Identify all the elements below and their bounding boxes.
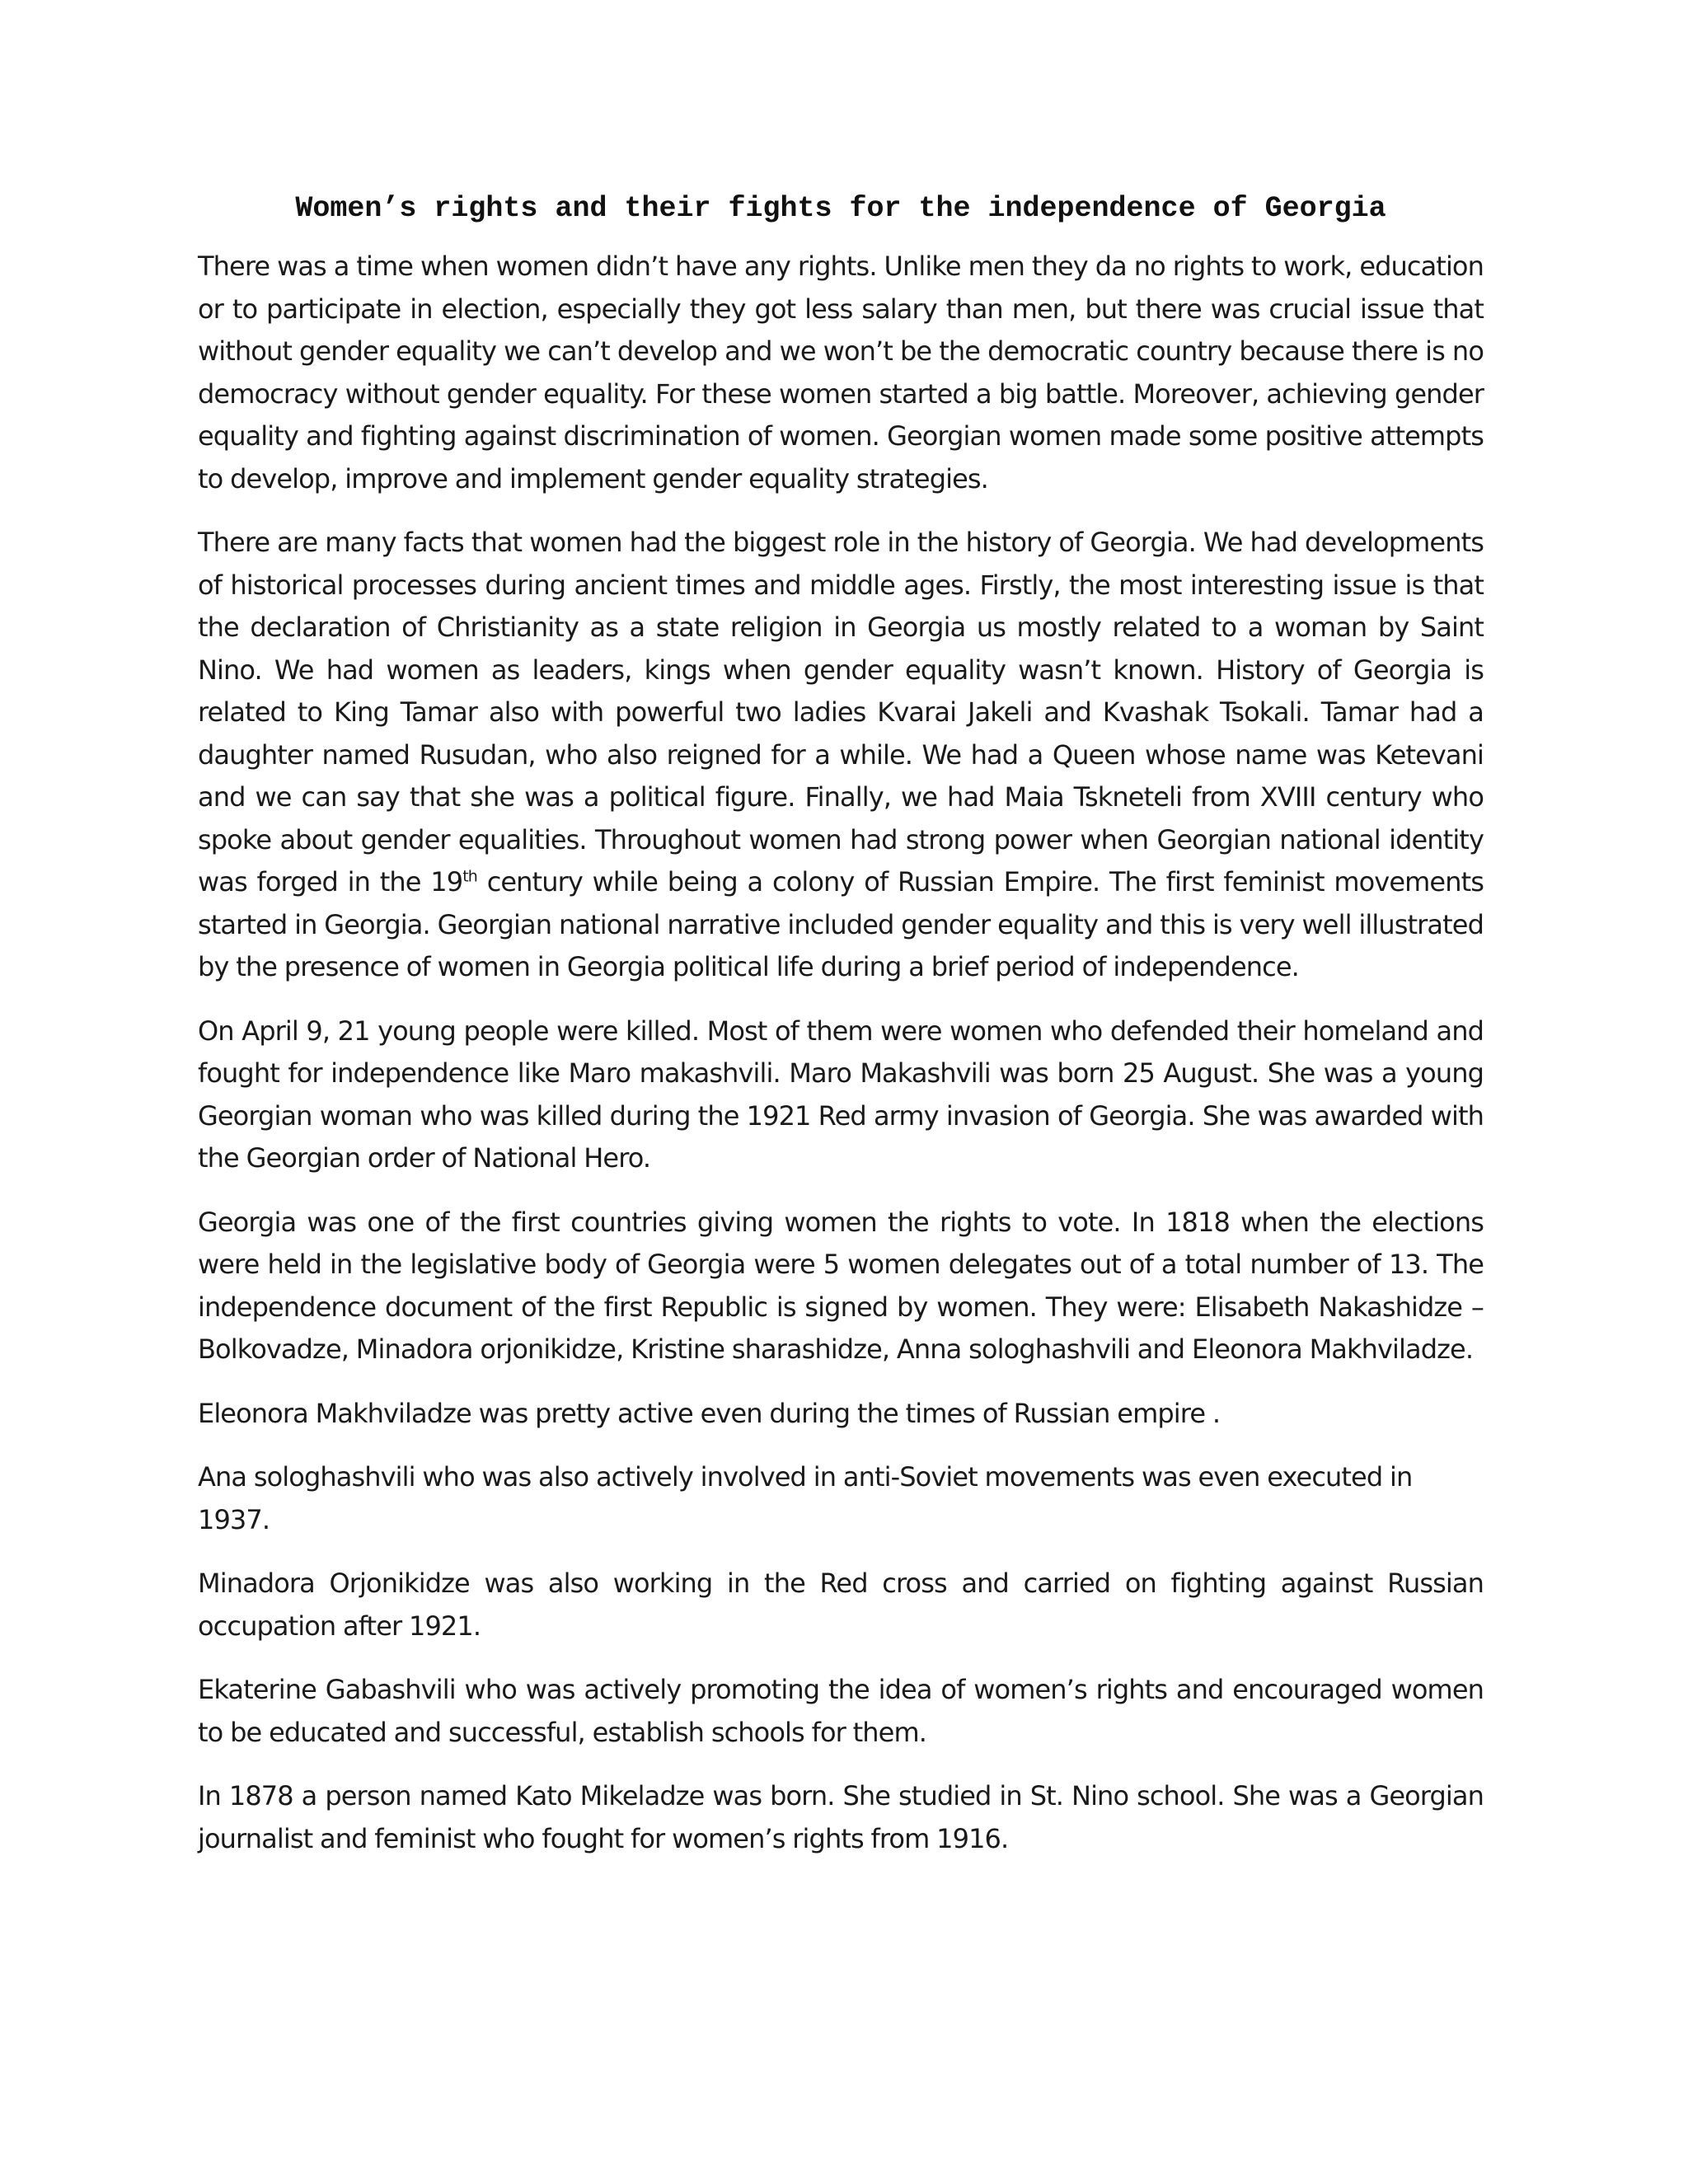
document-title: Women’s rights and their fights for the independence of Georgia (295, 192, 1386, 225)
paragraph-history-text-a: There are many facts that women had the biggest role in the history of Georgia. We had developments of historical processes during ancient times and middle ages. Firstly, the most interesting issue is that the declaration of Christianity as a state religion in Georgia us mostly related to a woman by Saint Nino. We had women as leaders, kings when gender equality wasn’t known. History of Georgia is related to King Tamar also with powerful two ladies Kvarai Jakeli and Kvashak Tsokali. Tamar had a daughter named Rusudan, who also reigned for a while. We had a Queen whose name was Ketevani and we can say that she was a political figure. Finally, we had Maia Tskneteli from XVIII century who spoke about gender equalities. Throughout women had strong power when Georgian national identity was forged in the 19 (198, 527, 1484, 898)
paragraph-ekaterine: Ekaterine Gabashvili who was actively promoting the idea of women’s rights and encouraged women to be educated and successful, establish schools for them. (198, 1674, 1484, 1748)
paragraph-ana: Ana sologhashvili who was also actively involved in anti-Soviet movements was even executed in 1937. (198, 1461, 1413, 1535)
paragraph-minadora: Minadora Orjonikidze was also working in the Red cross and carried on fighting against Russian occupation after 1921. (198, 1568, 1484, 1642)
document-body (198, 188, 1484, 1882)
ordinal-superscript: th (462, 867, 477, 886)
paragraph-voting-rights: Georgia was one of the first countries giving women the rights to vote. In 1818 when the elections were held in the legislative body of Georgia were 5 women delegates out of a total number of 13. The independence document of the first Republic is signed by women. They were: Elisabeth Nakashidze – Bolkovadze, Minadora orjonikidze, Kristine sharashidze, Anna sologhashvili and Eleonora Makhviladze. (198, 1206, 1484, 1365)
paragraph-history-text-b: century while being a colony of Russian Empire. The first feminist movements started in Georgia. Georgian national narrative included gender equality and this is very well illustrated by the presence of women in Georgia political life during a brief period of independence. (198, 866, 1484, 982)
paragraph-kato: In 1878 a person named Kato Mikeladze was born. She studied in St. Nino school. She was a Georgian journalist and feminist who fought for women’s rights from 1916. (198, 1780, 1484, 1854)
paragraph-history (198, 522, 1484, 989)
paragraph-intro: There was a time when women didn’t have any rights. Unlike men they da no rights to work, education or to participate in election, especially they got less salary than men, but there was crucial issue that without gender equality we can’t develop and we won’t be the democratic country because there is no democracy without gender equality. For these women started a big battle. Moreover, achieving gender equality and fighting against discrimination of women. Georgian women made some positive attempts to develop, improve and implement gender equality strategies. (198, 251, 1484, 494)
paragraph-april-9: On April 9, 21 young people were killed. Most of them were women who defended their homeland and fought for independence like Maro makashvili. Maro Makashvili was born 25 August. She was a young Georgian woman who was killed during the 1921 Red army invasion of Georgia. She was awarded with the Georgian order of National Hero. (198, 1015, 1484, 1174)
paragraph-eleonora: Eleonora Makhviladze was pretty active even during the times of Russian empire . (198, 1397, 1221, 1429)
